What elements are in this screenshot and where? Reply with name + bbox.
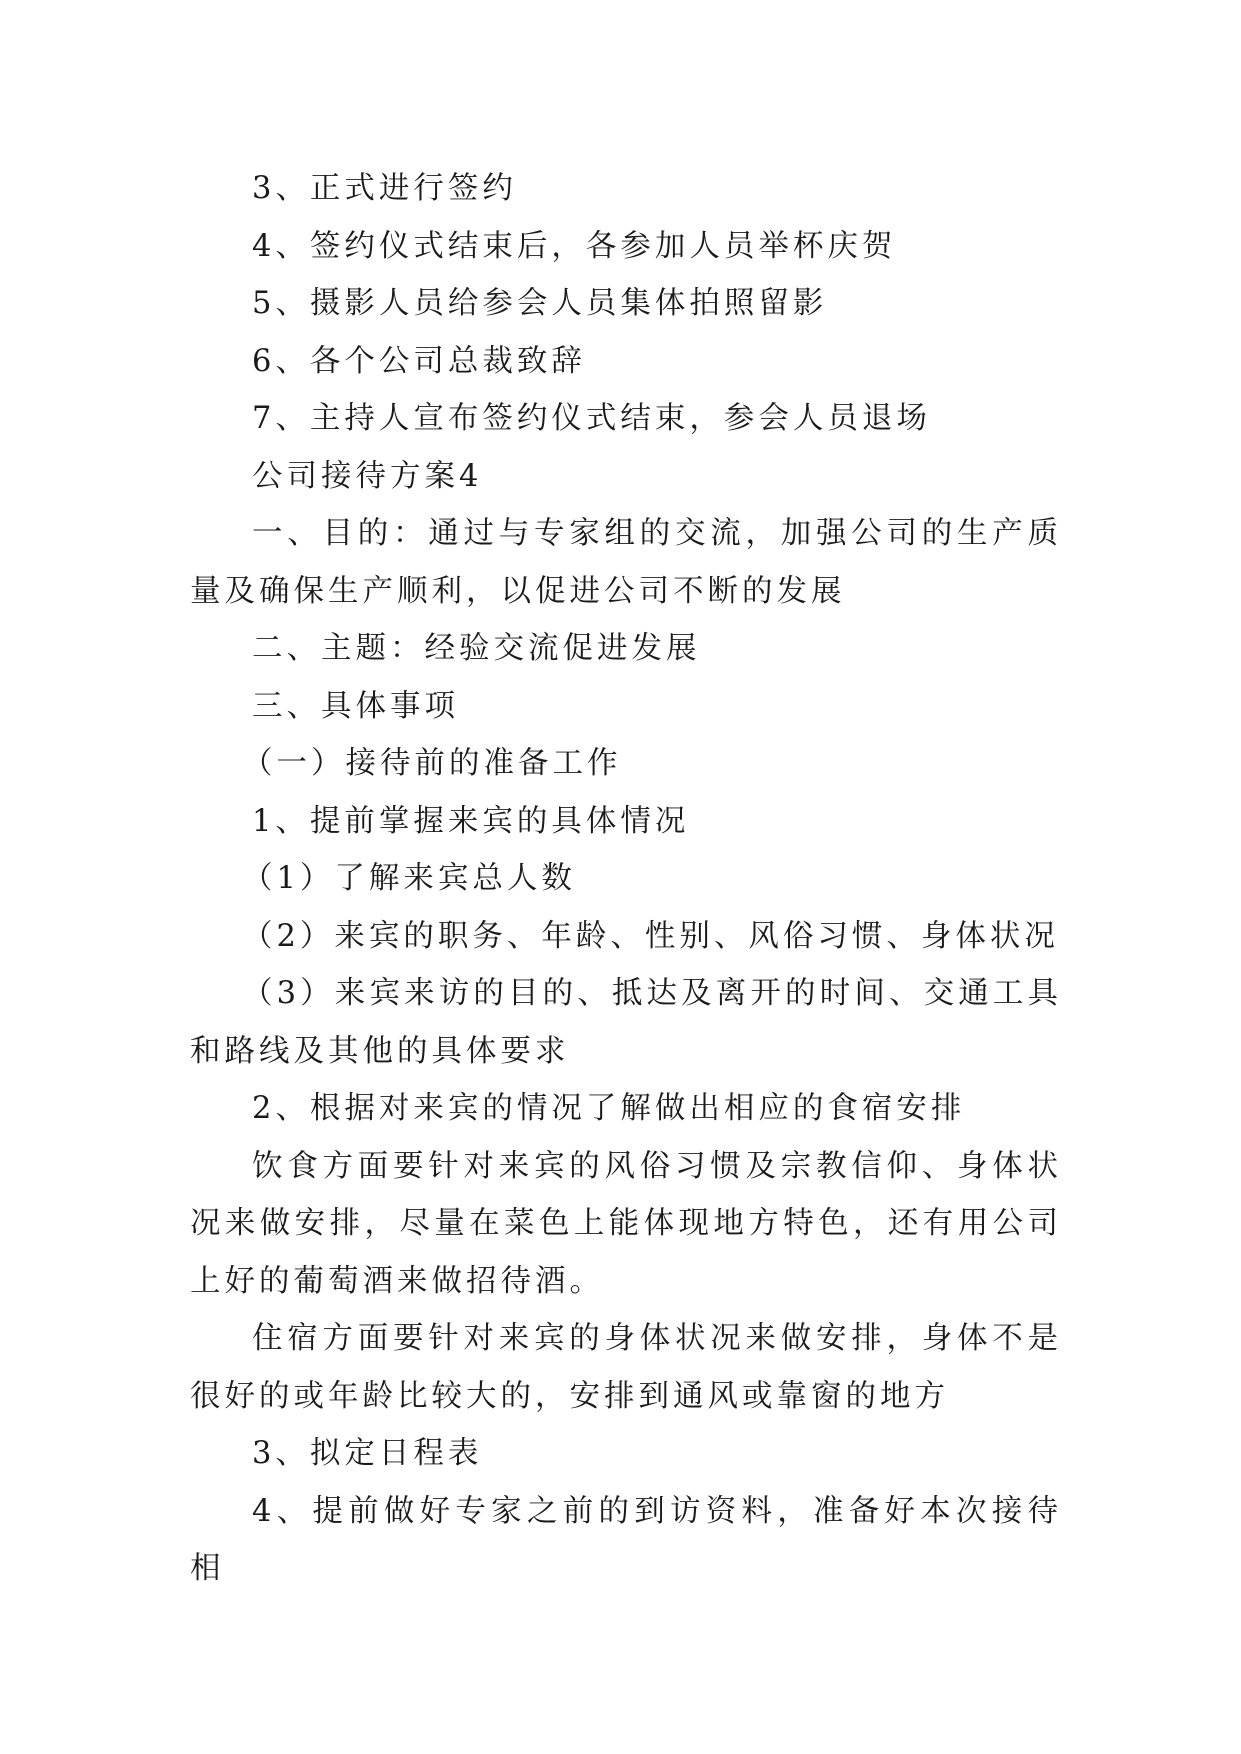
paragraph-step-4: 4、签约仪式结束后，各参加人员举杯庆贺 (252, 228, 897, 264)
paragraph-guest-visit: （3）来宾来访的目的、抵达及离开的时间、交通工具和路线及其他的具体要求 (190, 976, 1062, 1069)
paragraph-lodging-arrangement: 2、根据对来宾的情况了解做出相应的食宿安排 (252, 1091, 966, 1126)
paragraph-preparation: （一）接待前的准备工作 (242, 746, 622, 781)
paragraph-schedule: 3、拟定日程表 (252, 1436, 483, 1471)
paragraph-guest-info: 1、提前掌握来宾的具体情况 (252, 803, 690, 839)
section-heading: 公司接待方案4 (252, 458, 483, 494)
document-body (190, 160, 1062, 1598)
paragraph-specific-items: 三、具体事项 (252, 688, 459, 724)
paragraph-step-3: 3、正式进行签约 (252, 171, 517, 206)
paragraph-purpose: 一、目的：通过与专家组的交流，加强公司的生产质量及确保生产顺利，以促进公司不断的发展 (190, 516, 1062, 609)
paragraph-guest-count: （1）了解来宾总人数 (242, 861, 576, 896)
paragraph-accommodation: 住宿方面要针对来宾的身体状况来做安排，身体不是很好的或年龄比较大的，安排到通风或靠窗的地方 (190, 1321, 1062, 1414)
paragraph-dining: 饮食方面要针对来宾的风俗习惯及宗教信仰、身体状况来做安排，尽量在菜色上能体现地方特色，还有用公司上好的葡萄酒来做招待酒。 (190, 1148, 1062, 1299)
paragraph-step-6: 6、各个公司总裁致辞 (252, 343, 586, 379)
paragraph-guest-profile: （2）来宾的职务、年龄、性别、风俗习惯、身体状况 (242, 918, 1059, 954)
paragraph-materials: 4、提前做好专家之前的到访资料，准备好本次接待相 (190, 1493, 1062, 1586)
paragraph-step-5: 5、摄影人员给参会人员集体拍照留影 (252, 286, 828, 321)
paragraph-theme: 二、主题：经验交流促进发展 (252, 631, 701, 666)
paragraph-step-7: 7、主持人宣布签约仪式结束，参会人员退场 (252, 401, 931, 436)
